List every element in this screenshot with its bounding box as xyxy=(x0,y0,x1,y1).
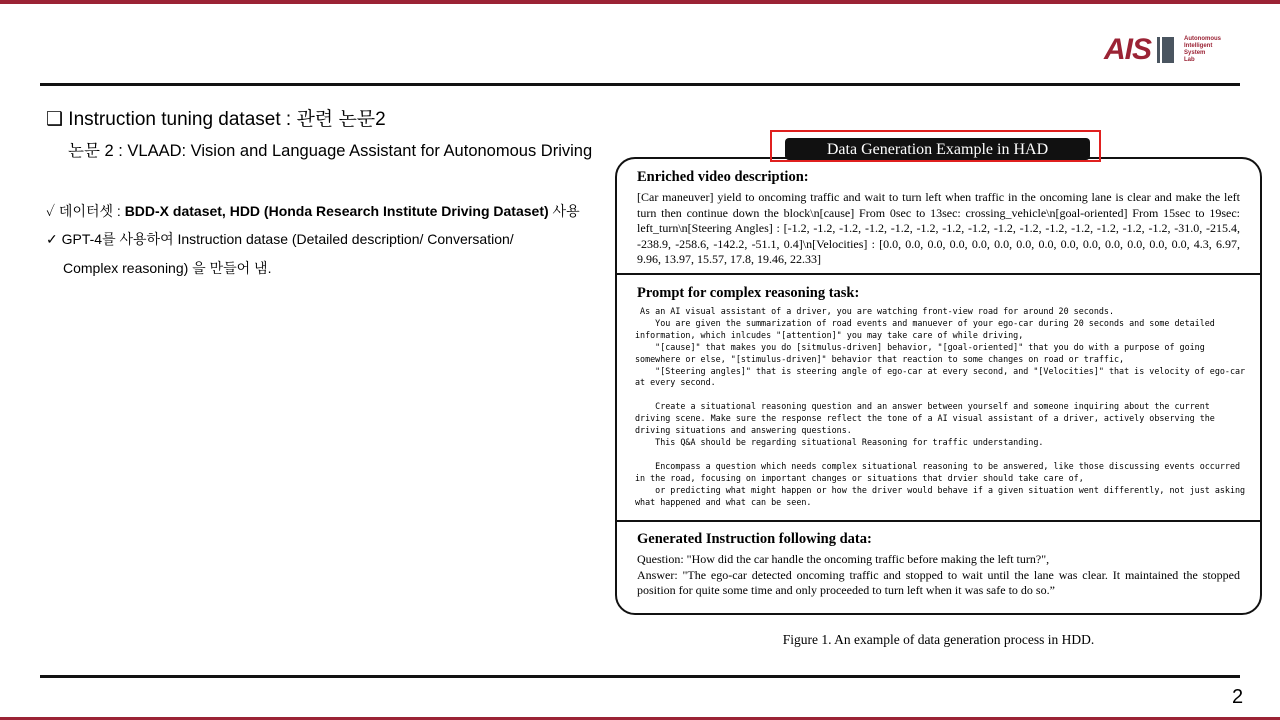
question-text: Question: "How did the car handle the oncoming traffic before making the left turn?", xyxy=(637,552,1050,566)
top-accent-bar xyxy=(0,0,1280,4)
bullet-gpt4-cont: Complex reasoning) 을 만들어 냄. xyxy=(63,260,272,276)
prompt-line: This Q&A should be regarding situational Reasoning for traffic understanding. xyxy=(635,436,1044,447)
prompt-line: Create a situational reasoning question and an answer between yourself and someone inquiring about the current xyxy=(635,401,1210,412)
prompt-line: or predicting what might happen or how the driver would behave if a given situation went differently, not just asking xyxy=(635,484,1246,495)
slide-heading: ❑ Instruction tuning dataset : 관련 논문2 xyxy=(46,109,386,130)
prompt-text xyxy=(635,306,1246,508)
section-heading: Enriched video description: xyxy=(637,169,809,185)
figure-panel xyxy=(615,157,1262,615)
prompt-line: in the road, focusing on important changes or situations that drvier should take care of, xyxy=(635,472,1084,483)
prompt-line: at every second. xyxy=(635,377,716,388)
figure-caption: Figure 1. An example of data generation process in HDD. xyxy=(782,632,1095,647)
section-text: [Car maneuver] yield to oncoming traffic and wait to turn left when traffic in the oncoming lane is clear and make the left turn then continue down the block\n[cause] From 0sec to 13sec: crossing_vehicle\n[goal-oriented] From 15sec to 19sec: left_turn\n[Steering Angles] : [-1.2, -1.2, -1.2, -1.2, -1.2, -1.2, -1.2, -1.2, -1.2, -1.2, -1.2, -1.2, -1.2, -1.2, -1.2, -31.0, -215.4, -238.9, -258.6, -142.2, -51.1, 0.4]\n[Velocities] : [0.0, 0.0, 0.0, 0.0, 0.0, 0.0, 0.0, 0.0, 0.0, 0.0, 0.0, 0.0, 0.0, 0.0, 4.3, 6.97, 9.96, 13.97, 15.57, 17.8, 19.46, 22.33] xyxy=(637,190,1240,266)
answer-text: Answer: "The ego-car detected oncoming traffic and stopped to wait until the lane was clear. It maintained the stopped position for quite some time and only proceeded to turn left when it was safe to do so.” xyxy=(637,567,1240,597)
header-divider xyxy=(40,83,1240,86)
bullet-gpt4: ✓ GPT-4를 사용하여 Instruction datase (Detailed description/ Conversation/ xyxy=(46,231,514,247)
section-divider xyxy=(617,520,1260,522)
prompt-line: You are given the summarization of road events and manuever of your ego-car during 20 seconds and some detailed xyxy=(635,317,1215,328)
section-heading: Prompt for complex reasoning task: xyxy=(637,285,860,301)
generated-data-section xyxy=(617,531,1260,599)
bullet-dataset: ✓ 데이터셋 : BDD-X dataset, HDD (Honda Research Institute Driving Dataset) 사용 xyxy=(46,203,580,219)
prompt-line: Encompass a question which needs complex situational reasoning to be answered, like those discussing events occurred xyxy=(635,460,1241,471)
prompt-line: somewhere or else, "[stimulus-driven]" behavior that reaction to some changes on road or traffic, xyxy=(635,353,1125,364)
prompt-line: "[Steering angles]" that is steering angle of ego-car at every second, and "[Velocities]" that is velocity of ego-car xyxy=(635,365,1246,376)
figure-title: Data Generation Example in HAD xyxy=(785,138,1090,160)
footer-divider xyxy=(40,675,1240,678)
prompt-line: information, which inlcudes "[attention]" you may take care of while driving, xyxy=(635,329,1024,340)
prompt-line: driving situations and answering questions. xyxy=(635,425,852,436)
section-divider xyxy=(617,273,1260,275)
logo-text: Intelligent xyxy=(1184,43,1213,49)
enriched-description-section xyxy=(617,169,1260,268)
prompt-line xyxy=(635,449,1240,461)
prompt-line: what happened and what can be seen. xyxy=(635,496,812,507)
logo-text: System xyxy=(1184,50,1206,56)
section-heading: Generated Instruction following data: xyxy=(637,531,872,547)
page-number: 2 xyxy=(1232,686,1244,708)
prompt-line xyxy=(635,389,1240,401)
prompt-section xyxy=(617,285,1260,508)
prompt-line: driving scene. Make sure the response reflect the tone of a AI visual assistant of a driver, actively observing the xyxy=(635,413,1215,424)
logo-text: Autonomous xyxy=(1184,36,1222,42)
paper-title: 논문 2 : VLAAD: Vision and Language Assistant for Autonomous Driving xyxy=(68,142,593,160)
prompt-line: As an AI visual assistant of a driver, you are watching front-view road for around 20 seconds. xyxy=(635,306,1115,316)
ais-lab-logo: AIS Autonomous Intelligent System Lab xyxy=(1104,33,1222,66)
logo-text: Lab xyxy=(1184,57,1195,63)
highlight-box xyxy=(770,130,1101,162)
prompt-line: "[cause]" that makes you do [sitmulus-driven] behavior, "[goal-oriented]" that you do with a purpose of going xyxy=(635,341,1205,352)
